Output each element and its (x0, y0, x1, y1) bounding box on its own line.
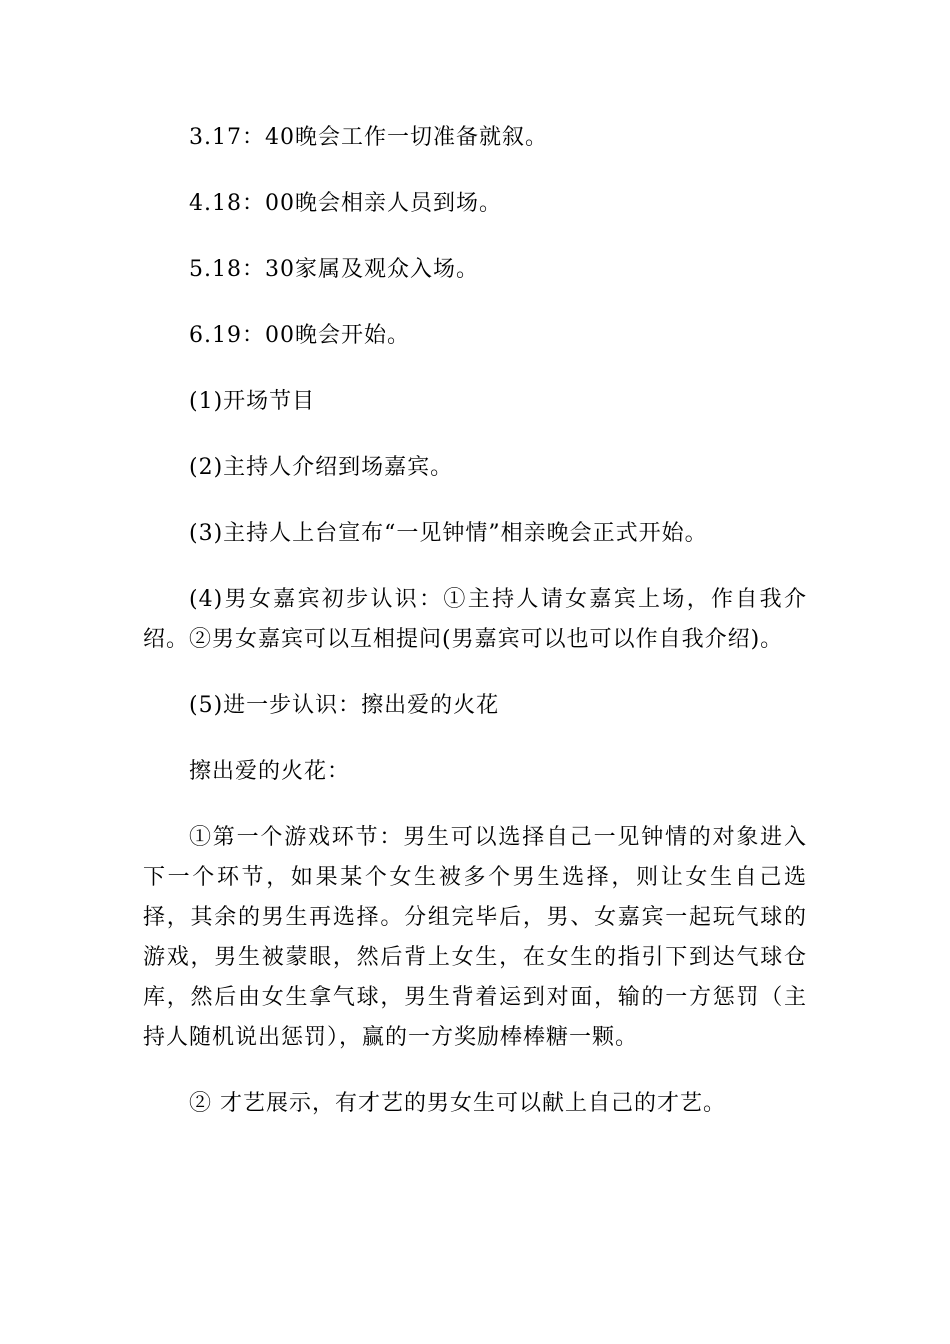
program-step-1: (1)开场节目 (189, 389, 316, 414)
document-body (143, 118, 807, 1124)
schedule-item-6: 6.19：00晚会开始。 (189, 323, 410, 348)
game-segment-paragraph: ①第一个游戏环节：男生可以选择自己一见钟情的对象进入下一个环节，如果某个女生被多个男生选择，则让女生自己选择，其余的男生再选择。分组完毕后，男、女嘉宾一起玩气球的游戏，男生被蒙眼，然后背上女生，在女生的指引下到达气球仓库，然后由女生拿气球，男生背着运到对面，输的一方惩罚（主持人随机说出惩罚），赢的一方奖励棒棒糖一颗。 (143, 825, 807, 1050)
section-heading: 擦出爱的火花： (189, 759, 351, 784)
schedule-item-5: 5.18：30家属及观众入场。 (189, 257, 479, 282)
talent-show-paragraph: ② 才艺展示，有才艺的男女生可以献上自己的才艺。 (189, 1091, 726, 1116)
program-step-3: (3)主持人上台宣布“一见钟情”相亲晚会正式开始。 (189, 521, 708, 546)
program-step-4: (4)男女嘉宾初步认识：①主持人请女嘉宾上场，作自我介绍。②男女嘉宾可以互相提问(男嘉宾可以也可以作自我介绍)。 (143, 587, 807, 652)
schedule-item-3: 3.17：40晚会工作一切准备就叙。 (189, 125, 548, 150)
program-step-2: (2)主持人介绍到场嘉宾。 (189, 455, 454, 480)
schedule-item-4: 4.18：00晚会相亲人员到场。 (189, 191, 502, 216)
program-step-5: (5)进一步认识：擦出爱的火花 (189, 693, 500, 718)
